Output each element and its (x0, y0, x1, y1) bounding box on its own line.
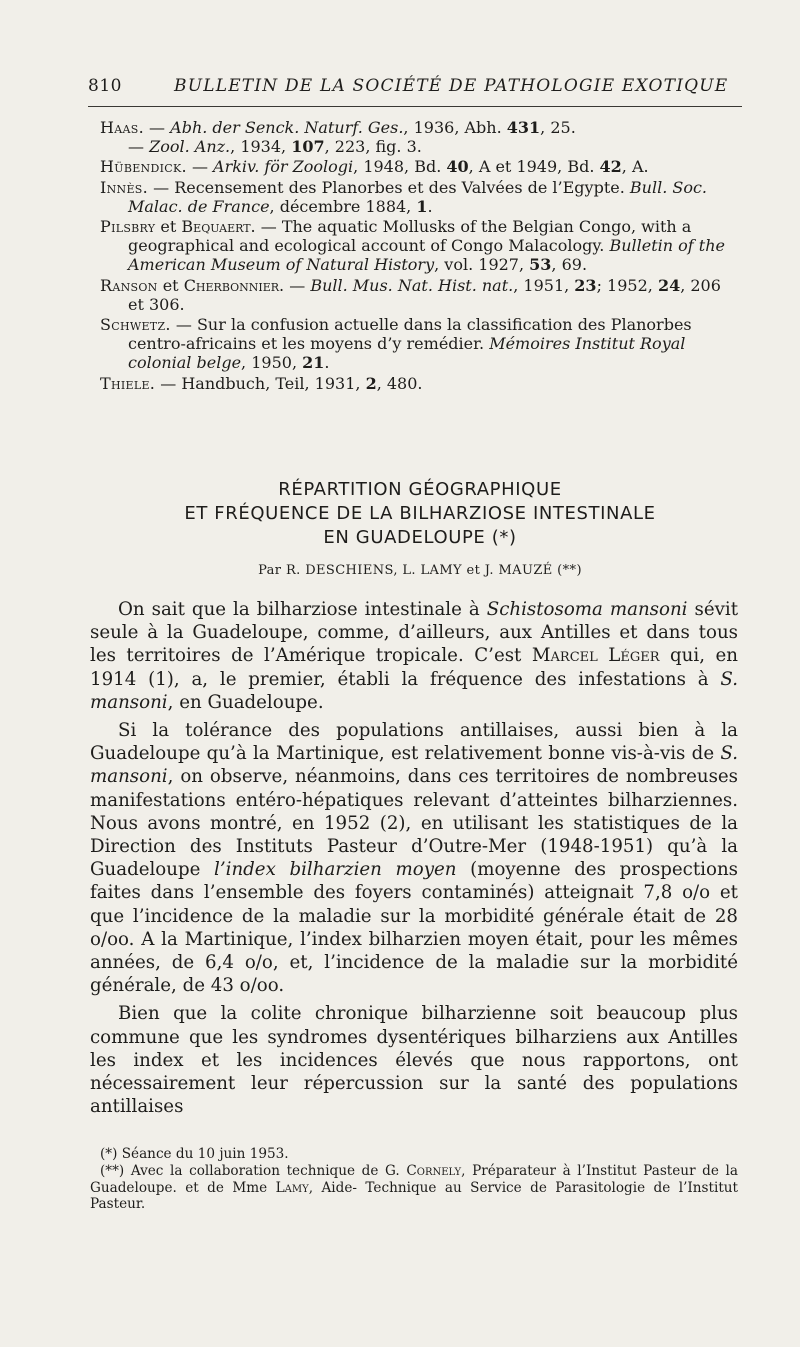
reference-text: ; 1952, (596, 275, 658, 295)
header-rule (88, 106, 742, 107)
reference-author: Thiele. (100, 373, 156, 393)
reference-bold: 53 (529, 255, 552, 275)
reference-bold: 42 (599, 157, 622, 177)
paragraph-italic: S. mansoni (90, 668, 738, 713)
reference-italic: Bull. Soc. Malac. de France (128, 177, 708, 216)
paragraph-text: Si la tolérance des populations antillaises, aussi bien à la Guadeloupe qu’à la Martinique, est relativement bonne vis-à-vis de (90, 720, 738, 765)
paragraph-text: (moyenne des prospections faites dans l’ensemble des foyers contaminés) atteignait 7,8 o/o et que l’incidence de la maladie sur la morbidité générale était de 28 o/oo. A la Martinique, l’index bilharzien moyen était, pour les mêmes années, de 6,4 o/o, et, l’incidence de la maladie sur la morbidité générale, de 43 o/oo. (90, 859, 738, 997)
reference-italic: Bull. Mus. Nat. Hist. nat. (310, 275, 514, 295)
reference-bold: 40 (446, 157, 469, 177)
reference-text: , 480. (376, 373, 423, 393)
reference-text: , 1948, Bd. (353, 157, 447, 177)
reference-item (100, 374, 740, 393)
article-title (100, 478, 740, 550)
reference-italic: Arkiv. för Zoologi (213, 157, 354, 177)
reference-list (100, 118, 740, 394)
reference-text: , 1936, Abh. (403, 118, 507, 137)
reference-text: , 1951, (513, 275, 575, 295)
journal-title: BULLETIN DE LA SOCIÉTÉ DE PATHOLOGIE EXOTIQUE (174, 76, 729, 96)
body-paragraph (90, 1002, 738, 1118)
article-title-line-2: ET FRÉQUENCE DE LA BILHARZIOSE INTESTINALE (184, 503, 656, 524)
reference-text: , A et 1949, Bd. (468, 157, 600, 177)
footnote-1: (*) Séance du 10 juin 1953. (100, 1146, 289, 1162)
paragraph-text: Bien que la colite chronique bilharzienne soit beaucoup plus commune que les syndromes dysentériques bilharziens aux Antilles les index et les incidences élevés que nous rapportons, ont nécessairement leur répercussion sur la santé des populations antillaises (90, 1003, 738, 1118)
reference-italic: Zool. Anz. (149, 137, 231, 157)
reference-text: , 206 et 306. (128, 275, 721, 314)
reference-item (100, 157, 740, 176)
reference-text: — (284, 275, 311, 295)
paragraph-text: , en Guadeloupe. (167, 691, 324, 713)
reference-text: , 1934, (230, 137, 292, 157)
paragraph-smallcaps: Marcel Léger (531, 645, 660, 667)
reference-text: — Handbuch, Teil, 1931, (155, 373, 366, 393)
reference-author: Ranson (100, 275, 158, 295)
reference-text: — (128, 137, 150, 157)
reference-author: Haas. (100, 118, 144, 137)
reference-bold: 431 (506, 118, 541, 137)
reference-italic: Bulletin of the American Museum of Natural History (128, 236, 725, 275)
reference-text: et (155, 217, 182, 237)
reference-text: et (157, 275, 184, 295)
reference-text: — (186, 157, 214, 177)
reference-text: , 1950, (241, 353, 303, 373)
reference-author: Innès. (100, 177, 149, 197)
reference-text: , 25. (540, 118, 576, 137)
footnote-2-text-b: , Préparateur à l’Institut Pasteur de la Guadeloupe. et de Mme (90, 1163, 739, 1196)
paragraph-italic: Schistosoma mansoni (486, 599, 688, 620)
reference-bold: 2 (365, 373, 377, 393)
paragraph-italic: l’index bilharzien moyen (214, 859, 457, 881)
article-byline: Par R. DESCHIENS, L. LAMY et J. MAUZÉ (**) (258, 563, 582, 578)
reference-text: — The aquatic Mollusks of the Belgian Congo, with a geographical and ecological account of Congo Malacology. (128, 217, 692, 256)
reference-bold: 107 (291, 137, 325, 157)
footnote-2-text-c: , Aide- Technique au Service de Parasitologie de l’Institut Pasteur. (90, 1179, 738, 1213)
reference-text: , 69. (551, 255, 588, 275)
reference-text: , décembre 1884, (269, 196, 417, 216)
footnote-2 (90, 1163, 738, 1212)
paragraph-text: qui, en 1914 (1), a, le premier, établi la fréquence des infestations à (90, 645, 738, 690)
body-paragraph (90, 598, 738, 714)
reference-author: Pilsbry (100, 217, 156, 237)
reference-item (100, 217, 740, 275)
reference-item (100, 276, 740, 314)
reference-text: — (143, 118, 171, 137)
reference-text: — Recensement des Planorbes et des Valvées de l’Egypte. (148, 177, 630, 197)
footnotes (90, 1146, 738, 1214)
article-title-line-3: EN GUADELOUPE (*) (323, 527, 517, 548)
reference-italic: Mémoires Institut Royal colonial belge (128, 334, 686, 373)
paragraph-text: sévit seule à la Guadeloupe, comme, d’ailleurs, aux Antilles et dans tous les territoires de l’Amérique tropicale. C’est (90, 599, 738, 667)
reference-bold: 21 (302, 353, 325, 373)
reference-bold: 23 (574, 275, 597, 295)
reference-author: Hübendick. (100, 157, 187, 177)
article-body (90, 598, 738, 1123)
reference-smallcaps: Cherbonnier. (183, 275, 285, 295)
paragraph-italic: S. mansoni (90, 743, 738, 788)
reference-text: — Sur la confusion actuelle dans la classification des Planorbes centro-africains et les moyens d’y remédier. (128, 315, 692, 354)
running-head (88, 74, 742, 104)
reference-text: , 223, fig. 3. (324, 137, 422, 157)
reference-italic: Abh. der Senck. Naturf. Ges. (170, 118, 404, 137)
footnote-2-text-a: (**) Avec la collaboration technique de G. (100, 1163, 407, 1180)
article-title-line-1: RÉPARTITION GÉOGRAPHIQUE (278, 479, 562, 500)
reference-text: , A. (621, 157, 649, 177)
reference-item (100, 315, 740, 373)
reference-text: , vol. 1927, (434, 255, 530, 275)
reference-text: . (427, 196, 433, 216)
paragraph-text: On sait que la bilharziose intestinale à (118, 599, 487, 620)
paragraph-text: , on observe, néanmoins, dans ces territoires de nombreuses manifestations entéro-hépatiques relevant d’atteintes bilharziennes. Nous avons montré, en 1952 (2), en utilisant les statistiques de la Direction des Instituts Pasteur d’Outre-Mer (1948-1951) qu’à la Guadeloupe (90, 766, 738, 881)
reference-item (100, 178, 740, 216)
reference-bold: 1 (416, 196, 428, 216)
reference-author: Schwetz. (100, 315, 171, 335)
body-paragraph (90, 719, 738, 997)
reference-smallcaps: Bequaert. (181, 217, 256, 237)
page-number: 810 (88, 76, 122, 96)
reference-bold: 24 (657, 275, 681, 295)
footnote-2-name-cornely: Cornely (406, 1163, 462, 1180)
reference-text: . (324, 353, 330, 373)
footnote-2-name-lamy: Lamy (275, 1179, 309, 1196)
reference-item (100, 118, 740, 156)
